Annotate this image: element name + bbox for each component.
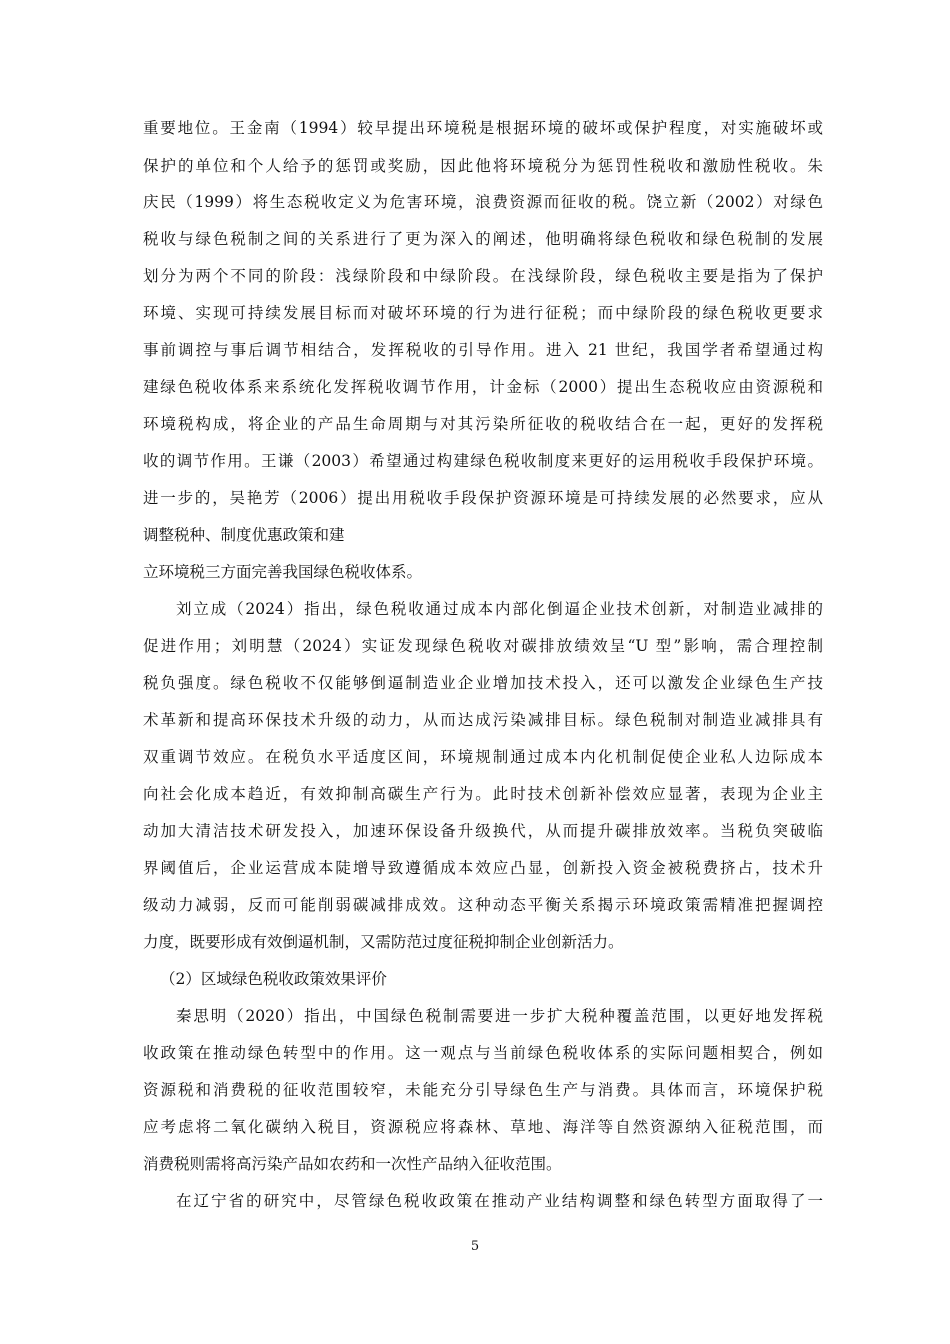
page-number: 5: [470, 1239, 480, 1254]
text-line: 调整税种、制度优惠政策和建: [143, 526, 345, 544]
text-line: 秦思明（2020）指出，中国绿色税制需要进一步扩大税种覆盖范围，以更好地发挥税: [176, 1007, 823, 1025]
text-line: 在辽宁省的研究中，尽管绿色税收政策在推动产业结构调整和绿色转型方面取得了一: [176, 1192, 823, 1210]
text-line: 级动力减弱，反而可能削弱碳减排成效。这种动态平衡关系揭示环境政策需精准把握调控: [143, 896, 823, 914]
text-line: 资源税和消费税的征收范围较窄，未能充分引导绿色生产与消费。具体而言，环境保护税: [143, 1081, 823, 1099]
text-line: 双重调节效应。在税负水平适度区间，环境规制通过成本内化机制促使企业私人边际成本: [143, 748, 823, 766]
text-line: 重要地位。王金南（1994）较早提出环境税是根据环境的破坏或保护程度，对实施破坏或: [143, 119, 823, 137]
text-line: 事前调控与事后调节相结合，发挥税收的引导作用。进入 21 世纪，我国学者希望通过构: [143, 341, 823, 359]
text-line: 保护的单位和个人给予的惩罚或奖励，因此他将环境税分为惩罚性税收和激励性税收。朱: [143, 157, 823, 175]
text-line: 消费税则需将高污染产品如农药和一次性产品纳入征收范围。: [143, 1155, 562, 1173]
text-line: 立环境税三方面完善我国绿色税收体系。: [143, 563, 423, 581]
text-line: 划分为两个不同的阶段：浅绿阶段和中绿阶段。在浅绿阶段，绿色税收主要是指为了保护: [143, 267, 823, 285]
text-line: 环境税构成，将企业的产品生命周期与对其污染所征收的税收结合在一起，更好的发挥税: [143, 415, 823, 433]
text-line: 税收与绿色税制之间的关系进行了更为深入的阐述，他明确将绿色税收和绿色税制的发展: [143, 230, 823, 248]
text-line: 庆民（1999）将生态税收定义为危害环境，浪费资源而征收的税。饶立新（2002）对绿色: [143, 193, 823, 211]
text-line: 术革新和提高环保技术升级的动力，从而达成污染减排目标。绿色税制对制造业减排具有: [143, 711, 823, 729]
section-heading: （2）区域绿色税收政策效果评价: [160, 970, 387, 988]
text-line: 收政策在推动绿色转型中的作用。这一观点与当前绿色税收体系的实际问题相契合，例如: [143, 1044, 823, 1062]
text-line: 界阈值后，企业运营成本陡增导致遵循成本效应凸显，创新投入资金被税费挤占，技术升: [143, 859, 823, 877]
text-line: 应考虑将二氧化碳纳入税目，资源税应将森林、草地、海洋等自然资源纳入征税范围，而: [143, 1118, 823, 1136]
text-line: 动加大清洁技术研发投入，加速环保设备升级换代，从而提升碳排放效率。当税负突破临: [143, 822, 823, 840]
text-line: 收的调节作用。王谦（2003）希望通过构建绿色税收制度来更好的运用税收手段保护环境。: [143, 452, 823, 470]
text-line: 促进作用；刘明慧（2024）实证发现绿色税收对碳排放绩效呈“U 型”影响，需合理控制: [143, 637, 823, 655]
text-line: 力度，既要形成有效倒逼机制，又需防范过度征税抑制企业创新活力。: [143, 933, 624, 951]
text-line: 向社会化成本趋近，有效抑制高碳生产行为。此时技术创新补偿效应显著，表现为企业主: [143, 785, 823, 803]
text-line: 进一步的，吴艳芳（2006）提出用税收手段保护资源环境是可持续发展的必然要求，应从: [143, 489, 823, 507]
text-line: 环境、实现可持续发展目标而对破坏环境的行为进行征税；而中绿阶段的绿色税收更要求: [143, 304, 823, 322]
text-line: 税负强度。绿色税收不仅能够倒逼制造业企业增加技术投入，还可以激发企业绿色生产技: [143, 674, 823, 692]
text-line: 刘立成（2024）指出，绿色税收通过成本内部化倒逼企业技术创新，对制造业减排的: [176, 600, 823, 618]
text-line: 建绿色税收体系来系统化发挥税收调节作用，计金标（2000）提出生态税收应由资源税和: [143, 378, 823, 396]
